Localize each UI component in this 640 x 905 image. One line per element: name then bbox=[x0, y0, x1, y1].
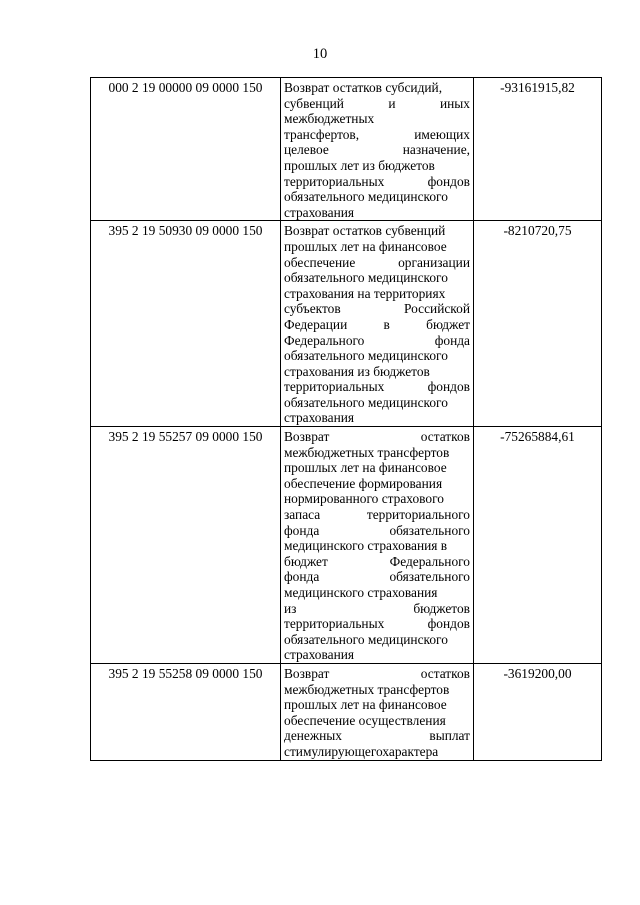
budget-classification-code: 395 2 19 55257 09 0000 150 bbox=[91, 427, 281, 664]
description-line bbox=[284, 538, 470, 554]
description-word: бюджетов bbox=[413, 600, 470, 616]
description-word: обеспечение осуществления bbox=[284, 712, 446, 728]
revenue-description bbox=[281, 427, 474, 664]
description-word: выплат bbox=[429, 728, 470, 744]
description-line bbox=[284, 301, 470, 317]
description-word: страхования bbox=[284, 410, 355, 426]
description-word: в bbox=[383, 316, 390, 332]
description-line bbox=[284, 410, 470, 426]
description-line bbox=[284, 205, 470, 221]
description-word: Федерального bbox=[389, 553, 470, 569]
description-line bbox=[284, 223, 470, 239]
description-line bbox=[284, 158, 470, 174]
table-row bbox=[91, 427, 602, 664]
description-word: Возврат остатков субвенций bbox=[284, 223, 446, 239]
description-line bbox=[284, 96, 470, 112]
revenue-description bbox=[281, 663, 474, 760]
description-line bbox=[284, 744, 470, 760]
table-row bbox=[91, 221, 602, 427]
description-word: обязательного bbox=[389, 569, 470, 585]
description-word: фонда bbox=[284, 522, 320, 538]
amount-value: -3619200,00 bbox=[474, 663, 602, 760]
description-word: обязательного медицинского bbox=[284, 394, 448, 410]
description-word: фондов bbox=[427, 616, 470, 632]
description-line bbox=[284, 174, 470, 190]
description-word: территориальных bbox=[284, 173, 385, 189]
description-word: Возврат остатков субсидий, bbox=[284, 80, 443, 95]
description-word: прошлых лет из бюджетов bbox=[284, 157, 435, 173]
description-line bbox=[284, 682, 470, 698]
description-line bbox=[284, 697, 470, 713]
description-word: медицинского страхования bbox=[284, 585, 438, 600]
budget-classification-code: 395 2 19 50930 09 0000 150 bbox=[91, 221, 281, 427]
description-word: страхования на территориях bbox=[284, 285, 446, 301]
description-line bbox=[284, 507, 470, 523]
description-line bbox=[284, 239, 470, 255]
description-word: обязательного медицинского bbox=[284, 270, 448, 286]
description-word: фондов bbox=[427, 379, 470, 395]
description-word: территориального bbox=[366, 507, 470, 523]
description-line bbox=[284, 189, 470, 205]
budget-table bbox=[90, 77, 602, 761]
description-word: целевое bbox=[284, 142, 329, 158]
description-word: межбюджетных трансфертов bbox=[284, 681, 450, 697]
description-line bbox=[284, 647, 470, 663]
description-word: бюджет bbox=[426, 316, 470, 332]
description-word: субвенций bbox=[284, 95, 344, 111]
table-row bbox=[91, 663, 602, 760]
budget-classification-code: 395 2 19 55258 09 0000 150 bbox=[91, 663, 281, 760]
description-word: обязательного медицинского bbox=[284, 189, 448, 205]
table-row bbox=[91, 78, 602, 221]
description-word: страхования из бюджетов bbox=[284, 363, 430, 379]
budget-classification-code: 000 2 19 00000 09 0000 150 bbox=[91, 78, 281, 221]
description-word: фонда bbox=[434, 332, 470, 348]
description-word: территориальных bbox=[284, 379, 385, 395]
description-word: обеспечение bbox=[284, 254, 356, 270]
description-line bbox=[284, 713, 470, 729]
description-word: прошлых лет на финансовое bbox=[284, 460, 447, 476]
description-line bbox=[284, 142, 470, 158]
revenue-description bbox=[281, 78, 474, 221]
description-word: обязательного медицинского bbox=[284, 631, 448, 647]
description-line bbox=[284, 554, 470, 570]
description-word: Федерального bbox=[284, 332, 365, 348]
description-word: медицинского страхования в bbox=[284, 538, 448, 554]
description-word: денежных bbox=[284, 728, 342, 744]
description-line bbox=[284, 523, 470, 539]
description-word: прошлых лет на финансовое bbox=[284, 697, 447, 713]
description-word: межбюджетных трансфертов bbox=[284, 444, 450, 460]
description-word: и bbox=[388, 95, 396, 111]
amount-value: -8210720,75 bbox=[474, 221, 602, 427]
description-word: организации bbox=[398, 254, 470, 270]
description-line bbox=[284, 569, 470, 585]
description-word: субъектов bbox=[284, 301, 341, 317]
description-line bbox=[284, 286, 470, 302]
description-line bbox=[284, 445, 470, 461]
description-line bbox=[284, 616, 470, 632]
amount-value: -93161915,82 bbox=[474, 78, 602, 221]
description-line bbox=[284, 111, 470, 127]
revenue-description bbox=[281, 221, 474, 427]
description-line bbox=[284, 80, 470, 96]
description-word: Российской bbox=[404, 301, 470, 317]
description-line bbox=[284, 317, 470, 333]
description-word: Возврат bbox=[284, 665, 330, 681]
description-line bbox=[284, 491, 470, 507]
description-line bbox=[284, 632, 470, 648]
description-word: обеспечение формирования bbox=[284, 475, 443, 491]
description-line bbox=[284, 127, 470, 143]
description-word: страхования bbox=[284, 204, 355, 220]
description-word: бюджет bbox=[284, 553, 328, 569]
description-line bbox=[284, 460, 470, 476]
description-word: имеющих bbox=[414, 126, 470, 142]
description-line bbox=[284, 666, 470, 682]
description-word: прошлых лет на финансовое bbox=[284, 238, 447, 254]
description-word: страхования bbox=[284, 647, 355, 663]
description-word: обязательного bbox=[389, 522, 470, 538]
description-word: остатков bbox=[420, 429, 470, 445]
description-word: фонда bbox=[284, 569, 320, 585]
description-word: территориальных bbox=[284, 616, 385, 632]
description-line bbox=[284, 476, 470, 492]
description-word: из bbox=[284, 600, 297, 616]
budget-table-body bbox=[91, 78, 602, 761]
description-line bbox=[284, 270, 470, 286]
description-word: нормированного страхового bbox=[284, 491, 444, 507]
description-word: назначение, bbox=[402, 142, 470, 158]
description-word: трансфертов, bbox=[284, 126, 360, 142]
description-word: Федерации bbox=[284, 316, 348, 332]
description-line bbox=[284, 395, 470, 411]
description-word: характера bbox=[382, 743, 439, 759]
description-word: межбюджетных bbox=[284, 111, 375, 127]
description-word: стимулирующего bbox=[284, 743, 383, 759]
description-line bbox=[284, 364, 470, 380]
amount-value: -75265884,61 bbox=[474, 427, 602, 664]
description-line bbox=[284, 379, 470, 395]
description-line bbox=[284, 601, 470, 617]
description-word: запаса bbox=[284, 507, 321, 523]
description-line bbox=[284, 585, 470, 601]
description-word: Возврат bbox=[284, 429, 330, 445]
description-line bbox=[284, 728, 470, 744]
description-line bbox=[284, 348, 470, 364]
description-word: остатков bbox=[420, 665, 470, 681]
description-word: иных bbox=[439, 95, 470, 111]
description-line bbox=[284, 255, 470, 271]
description-word: фондов bbox=[427, 173, 470, 189]
description-line bbox=[284, 333, 470, 349]
description-line bbox=[284, 429, 470, 445]
description-word: обязательного медицинского bbox=[284, 348, 448, 364]
page-number: 10 bbox=[312, 46, 328, 62]
